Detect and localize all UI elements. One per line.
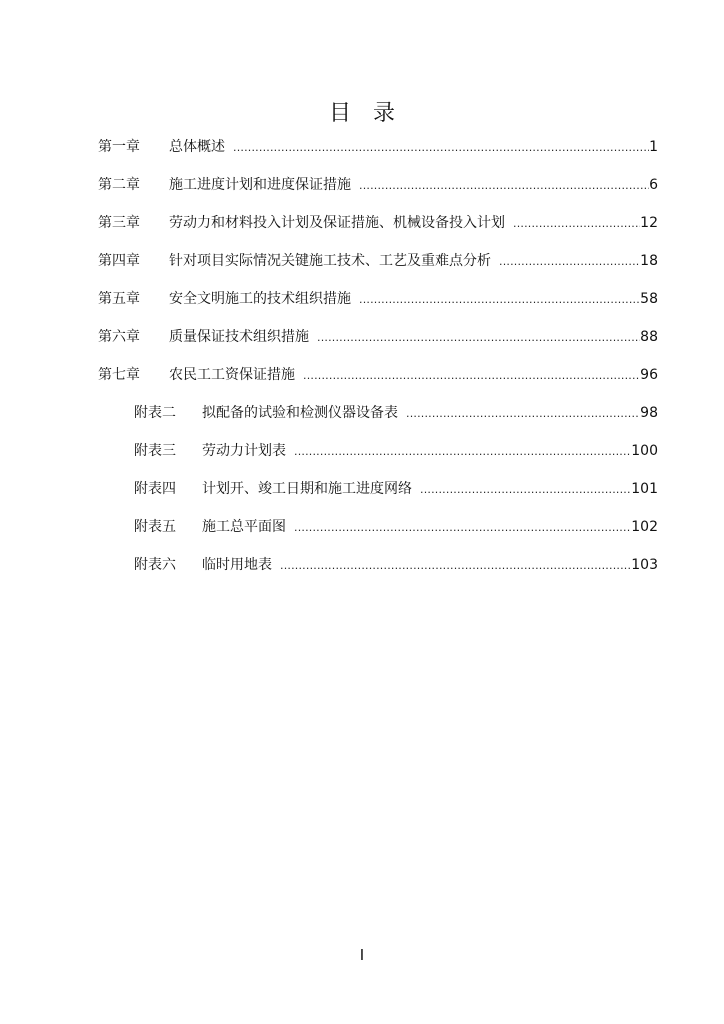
dot-leader: [317, 327, 640, 349]
dot-leader: [420, 479, 631, 501]
toc-entry-chapter-3[interactable]: [98, 212, 658, 234]
page-number: 18: [640, 253, 658, 269]
page-number: 6: [649, 177, 658, 193]
dot-leader: [359, 289, 640, 311]
chapter-title: 总体概述: [169, 139, 225, 155]
appendix-number: 附表四: [134, 481, 176, 497]
chapter-number: 第三章: [98, 215, 140, 231]
toc-entry-chapter-6[interactable]: [98, 326, 658, 348]
toc-entry-appendix-5[interactable]: [134, 516, 658, 538]
chapter-title: 施工进度计划和进度保证措施: [169, 177, 351, 193]
toc-entry-chapter-7[interactable]: [98, 364, 658, 386]
appendix-title: 施工总平面图: [202, 519, 286, 535]
toc-entry-chapter-1[interactable]: [98, 136, 658, 158]
chapter-number: 第五章: [98, 291, 140, 307]
dot-leader: [233, 137, 649, 159]
appendix-number: 附表三: [134, 443, 176, 459]
page-number: 58: [640, 291, 658, 307]
dot-leader: [513, 213, 640, 235]
chapter-title: 安全文明施工的技术组织措施: [169, 291, 351, 307]
appendix-number: 附表五: [134, 519, 176, 535]
page-number: 102: [631, 519, 658, 535]
page-number: 101: [631, 481, 658, 497]
page-number: 100: [631, 443, 658, 459]
toc-entry-chapter-2[interactable]: [98, 174, 658, 196]
dot-leader: [499, 251, 640, 273]
toc-entry-appendix-6[interactable]: [134, 554, 658, 576]
page-number: 103: [631, 557, 658, 573]
chapter-number: 第七章: [98, 367, 140, 383]
chapter-title: 农民工工资保证措施: [169, 367, 295, 383]
page-number: 98: [640, 405, 658, 421]
appendix-title: 拟配备的试验和检测仪器设备表: [202, 405, 398, 421]
chapter-number: 第六章: [98, 329, 140, 345]
chapter-title: 劳动力和材料投入计划及保证措施、机械设备投入计划: [169, 215, 505, 231]
dot-leader: [280, 555, 631, 577]
chapter-title: 针对项目实际情况关键施工技术、工艺及重难点分析: [169, 253, 491, 269]
appendix-title: 计划开、竣工日期和施工进度网络: [202, 481, 412, 497]
page-number: 88: [640, 329, 658, 345]
toc-entry-chapter-5[interactable]: [98, 288, 658, 310]
dot-leader: [359, 175, 649, 197]
dot-leader: [294, 517, 631, 539]
toc-title: 目 录: [328, 101, 395, 126]
toc-entry-appendix-2[interactable]: [134, 402, 658, 424]
dot-leader: [303, 365, 640, 387]
appendix-title: 临时用地表: [202, 557, 272, 573]
appendix-title: 劳动力计划表: [202, 443, 286, 459]
chapter-title: 质量保证技术组织措施: [169, 329, 309, 345]
dot-leader: [294, 441, 631, 463]
page-number: 96: [640, 367, 658, 383]
toc-entry-chapter-4[interactable]: [98, 250, 658, 272]
toc-entry-appendix-3[interactable]: [134, 440, 658, 462]
chapter-number: 第二章: [98, 177, 140, 193]
dot-leader: [406, 403, 640, 425]
footer-page-number: I: [359, 946, 365, 964]
appendix-number: 附表六: [134, 557, 176, 573]
page-number: 12: [640, 215, 658, 231]
toc-entry-appendix-4[interactable]: [134, 478, 658, 500]
appendix-number: 附表二: [134, 405, 176, 421]
chapter-number: 第四章: [98, 253, 140, 269]
chapter-number: 第一章: [98, 139, 140, 155]
page-number: 1: [649, 139, 658, 155]
